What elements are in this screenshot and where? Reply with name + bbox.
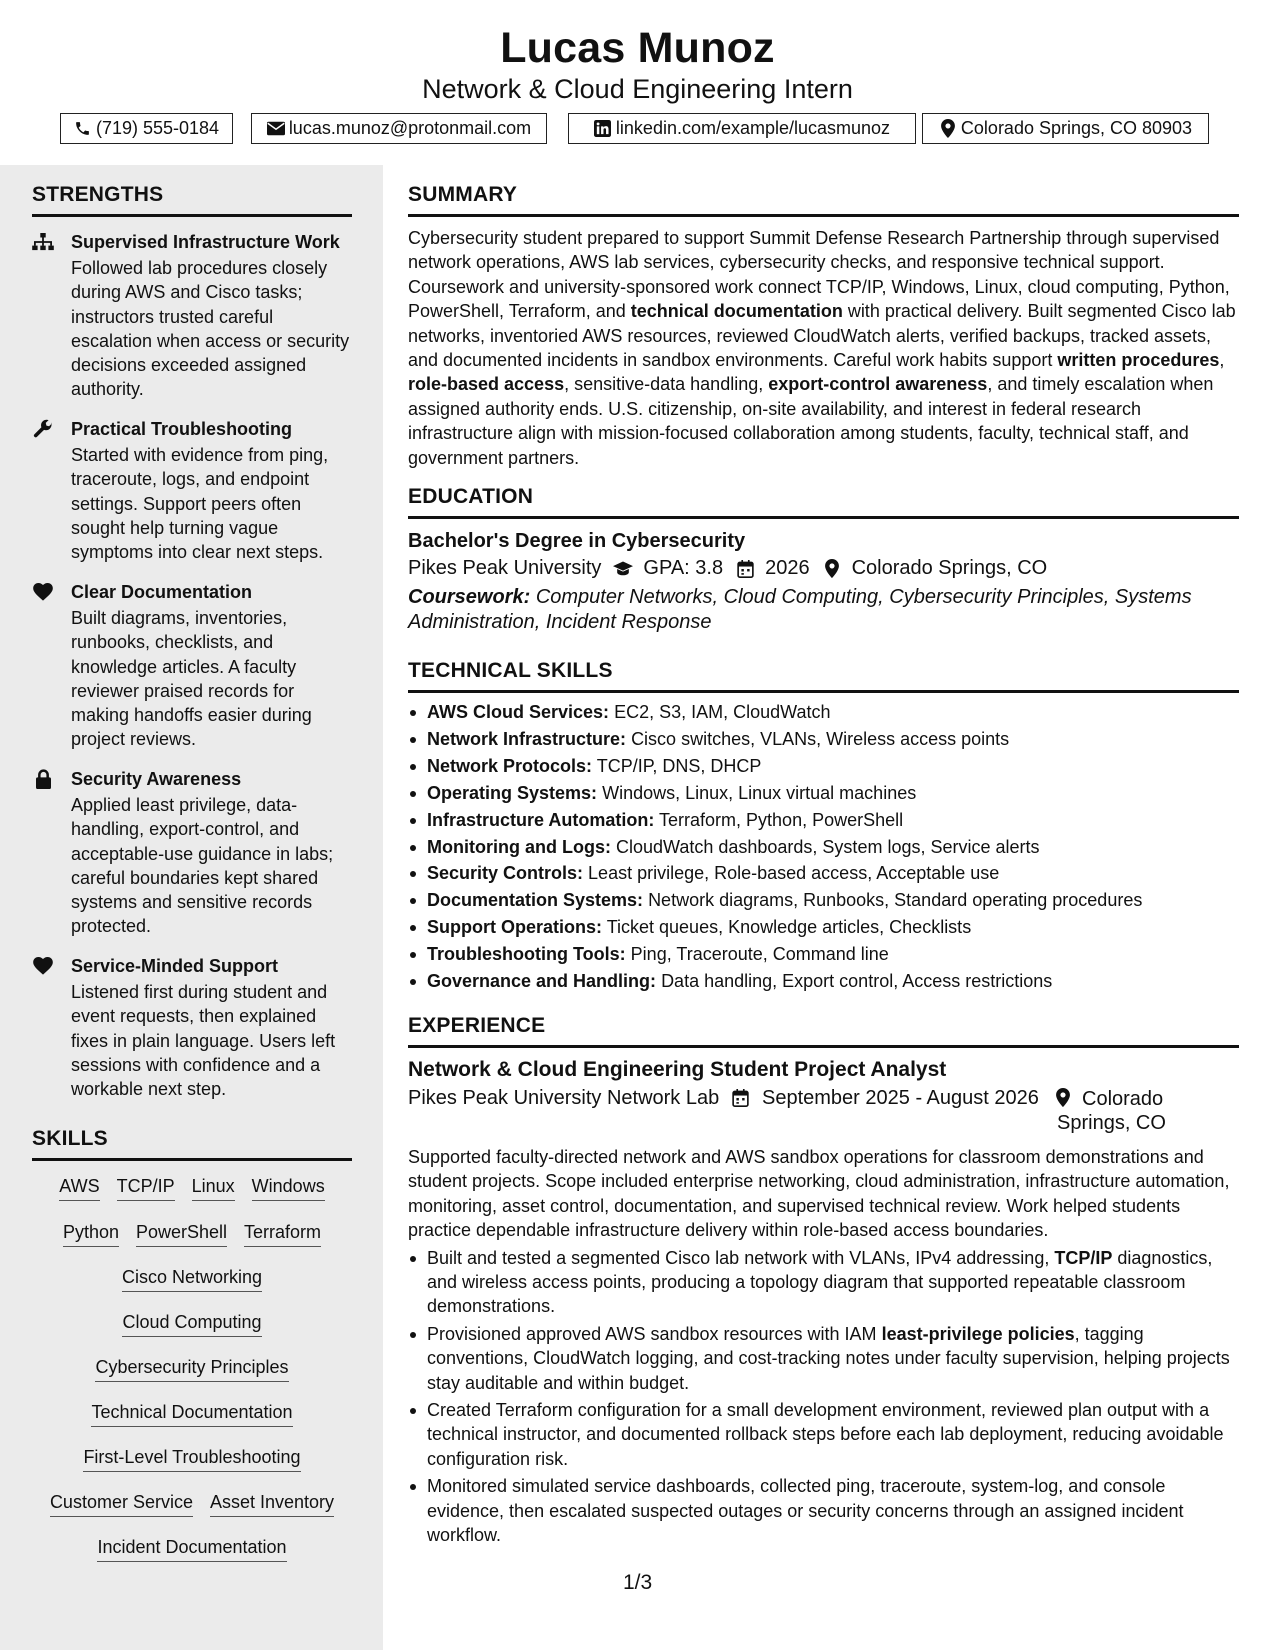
list-item (408, 860, 1239, 887)
phone-icon (74, 120, 92, 138)
skill-values: Cisco switches, VLANs, Wireless access points (631, 728, 1010, 749)
skill-tag-row (32, 1266, 352, 1292)
skill-tag: Terraform (244, 1221, 321, 1247)
skill-tag: Linux (192, 1175, 235, 1201)
skill-category: Infrastructure Automation: (427, 809, 655, 830)
envelope-icon (267, 120, 285, 138)
coursework-list: Computer Networks, Cloud Computing, Cybersecurity Principles, Systems Administration, Incident Response (408, 586, 1192, 633)
summary-text-part: with practical delivery. Built segmented Cisco lab networks, inventoried AWS resources, reviewed CloudWatch alerts, verified backups, tracked assets, and documented incidents in sandbox environments. Careful work habits support (408, 301, 1236, 371)
skill-values: Ping, Traceroute, Command line (630, 944, 889, 965)
list-item (408, 887, 1239, 914)
strength-title: Service-Minded Support (71, 956, 279, 976)
list-item (408, 1398, 1239, 1471)
skill-tag: Cybersecurity Principles (95, 1356, 288, 1382)
skills-heading-block (32, 1127, 352, 1161)
skill-tag: Cisco Networking (122, 1266, 262, 1292)
list-item (408, 1474, 1239, 1547)
skill-tag: Python (63, 1221, 119, 1247)
skill-tag: Incident Documentation (97, 1536, 286, 1562)
list-item (408, 914, 1239, 941)
education-title: EDUCATION (408, 485, 534, 508)
list-item (408, 699, 1239, 726)
list-item (408, 807, 1239, 834)
skill-category: Support Operations: (427, 917, 602, 938)
summary-text-part: Cybersecurity student prepared to support Summit Defense Research Partnership through supervised network operations, AWS lab services, cybersecurity checks, and responsive technical support. Coursework and university-sponsored work connect TCP/IP, Windows, Linux, cloud computing, Python, PowerShell, Terraform, and (408, 228, 1230, 322)
strength-title: Clear Documentation (71, 582, 253, 602)
bullet-text: Created Terraform configuration for a small development environment, reviewed plan output with a technical instructor, and documented rollback steps before each lab deployment, reducing avoidable configuration risk. (427, 1400, 1224, 1469)
summary-text (408, 226, 1239, 470)
map-marker-icon (939, 120, 957, 138)
skill-category: Monitoring and Logs: (427, 836, 611, 857)
page-number: 1/3 (623, 1571, 653, 1594)
school-location: Colorado Springs, CO (851, 557, 1048, 579)
skill-category: AWS Cloud Services: (427, 702, 610, 722)
strengths-title: STRENGTHS (32, 183, 164, 206)
strengths-heading-block (32, 183, 352, 217)
degree-title: Bachelor's Degree in Cybersecurity (408, 530, 746, 552)
skill-tag-row (32, 1175, 352, 1201)
strength-description: Built diagrams, inventories, runbooks, checklists, and knowledge articles. A faculty reviewer praised records for making handoffs easier during project reviews. (71, 608, 312, 750)
coursework (408, 585, 1239, 634)
education-meta (408, 557, 1239, 580)
skill-values: CloudWatch dashboards, System logs, Service alerts (615, 836, 1040, 857)
education-section (408, 485, 1239, 634)
bullet-text: , tagging conventions, CloudWatch logging, and cost-tracking notes under faculty supervision, helping projects stay auditable and within budget. (427, 1323, 1230, 1393)
list-item (408, 941, 1239, 968)
bullet-text: Monitored simulated service dashboards, collected ping, traceroute, system-log, and console evidence, then escalated suspected outages or security concerns through an assigned incident workflow. (427, 1476, 1184, 1546)
job-title: Network & Cloud Engineering Student Project Analyst (408, 1058, 947, 1081)
heart-icon (32, 956, 54, 976)
strength-title: Supervised Infrastructure Work (71, 232, 340, 252)
technical-skills-title: TECHNICAL SKILLS (408, 659, 613, 682)
summary-rule (408, 214, 1239, 217)
list-item (408, 726, 1239, 753)
graduation-year: 2026 (765, 557, 810, 579)
strength-description: Started with evidence from ping, traceroute, logs, and endpoint settings. Support peers often sought help turning vague symptoms into clear next steps. (71, 445, 329, 563)
list-item (408, 968, 1239, 995)
graduation-cap-icon (613, 559, 633, 579)
strength-description: Followed lab procedures closely during AWS and Cisco tasks; instructors trusted careful escalation when access or security decisions exceeded assigned authority. (71, 258, 350, 400)
gpa: GPA: 3.8 (643, 557, 724, 579)
map-marker-icon (822, 559, 842, 579)
strength-description: Listened first during student and event requests, then explained fixes in plain language. Users left sessions with confidence and a workable next step. (71, 982, 336, 1100)
wrench-icon (32, 419, 54, 439)
skill-category: Governance and Handling: (427, 971, 657, 992)
skill-values: Least privilege, Role-based access, Acceptable use (588, 863, 1000, 884)
technical-skills-rule (408, 690, 1239, 693)
technical-skills-section (408, 659, 1239, 995)
skill-values: EC2, S3, IAM, CloudWatch (614, 702, 831, 722)
skill-category: Troubleshooting Tools: (427, 944, 626, 965)
skill-category: Network Protocols: (427, 755, 593, 776)
candidate-title: Network & Cloud Engineering Intern (422, 74, 853, 104)
linkedin-text: linkedin.com/example/lucasmunoz (615, 118, 891, 138)
list-item (408, 1246, 1239, 1319)
bullet-text: Built and tested a segmented Cisco lab network with VLANs, IPv4 addressing, (427, 1247, 1055, 1268)
contact-row (60, 113, 1210, 145)
resume-header (0, 22, 1275, 106)
skill-tag-row (32, 1491, 352, 1517)
experience-title: EXPERIENCE (408, 1014, 546, 1037)
calendar-icon (732, 1089, 749, 1113)
bullet-text: Provisioned approved AWS sandbox resources with IAM (427, 1323, 882, 1344)
skill-values: Network diagrams, Runbooks, Standard operating procedures (648, 890, 1143, 911)
strengths-rule (32, 214, 352, 217)
summary-emphasis: export-control awareness (768, 374, 988, 395)
education-rule (408, 516, 1239, 519)
linkedin-icon (594, 120, 612, 138)
school-name: Pikes Peak University (408, 557, 602, 579)
list-item (408, 1322, 1239, 1395)
sitemap-icon (32, 232, 54, 252)
experience-rule (408, 1045, 1239, 1048)
experience-section (408, 1014, 1239, 1551)
job-location-line2: Springs, CO (1057, 1112, 1166, 1134)
summary-text-part: , (1219, 350, 1225, 371)
skill-tag: Technical Documentation (91, 1401, 292, 1427)
skill-values: Data handling, Export control, Access restrictions (661, 971, 1053, 992)
contact-location (922, 113, 1209, 144)
skill-category: Network Infrastructure: (427, 728, 627, 749)
list-item (408, 780, 1239, 807)
job-description: Supported faculty-directed network and AWS sandbox operations for classroom demonstrations and student projects. Scope included enterprise networking, cloud administration, infrastructure automation, monitoring, asset control, documentation, and supervised technical review. Work helped students practice dependable infrastructure delivery within role-based access boundaries. (408, 1147, 1230, 1241)
skill-tag-row (32, 1536, 352, 1562)
strength-title: Practical Troubleshooting (71, 419, 293, 439)
list-item (408, 753, 1239, 780)
map-marker-icon (1056, 1088, 1070, 1113)
summary-emphasis: technical documentation (630, 301, 843, 322)
contact-email[interactable] (251, 113, 547, 144)
skill-tag: PowerShell (136, 1221, 227, 1247)
calendar-icon (735, 559, 755, 579)
contact-linkedin[interactable] (568, 113, 916, 144)
skill-tag-row (32, 1446, 352, 1472)
technical-skills-list (408, 699, 1239, 995)
skills-title: SKILLS (32, 1127, 108, 1150)
skill-values: TCP/IP, DNS, DHCP (596, 755, 762, 776)
candidate-name: Lucas Munoz (500, 24, 775, 72)
skill-tag: Cloud Computing (122, 1311, 261, 1337)
heart-icon (32, 582, 54, 602)
skill-tag-row (32, 1356, 352, 1382)
job-meta (408, 1087, 1239, 1138)
skill-tag-row (32, 1401, 352, 1427)
skill-category: Security Controls: (427, 863, 584, 884)
job-bullets (408, 1246, 1239, 1548)
skill-tag: Customer Service (50, 1491, 193, 1517)
job-location-line1: Colorado (1082, 1088, 1164, 1110)
skill-values: Windows, Linux, Linux virtual machines (602, 782, 917, 803)
strength-title: Security Awareness (71, 769, 242, 789)
bullet-text: diagnostics, and wireless access points, producing a topology diagram that supported repeatable classroom demonstrations. (427, 1247, 1213, 1317)
skill-tag: Windows (252, 1175, 325, 1201)
skill-tag: Asset Inventory (210, 1491, 334, 1517)
coursework-label: Coursework: (408, 586, 531, 608)
phone-text: (719) 555-0184 (95, 118, 220, 138)
job-dates: September 2025 - August 2026 (762, 1087, 1039, 1109)
email-text: lucas.munoz@protonmail.com (288, 118, 532, 138)
location-text: Colorado Springs, CO 80903 (960, 118, 1193, 138)
skill-tag-row (32, 1311, 352, 1337)
summary-section (408, 183, 1239, 470)
contact-phone[interactable] (60, 113, 233, 144)
lock-icon (32, 769, 54, 789)
skill-tag: TCP/IP (117, 1175, 175, 1201)
skill-tag-row (32, 1221, 352, 1247)
summary-emphasis: role-based access (408, 374, 565, 395)
skill-category: Operating Systems: (427, 782, 598, 803)
job-organization: Pikes Peak University Network Lab (408, 1087, 720, 1109)
summary-text-part: , and timely escalation when assigned authority ends. U.S. citizenship, on-site availability, and interest in federal research infrastructure align with mission-focused collaboration among students, faculty, technical staff, and government partners. (408, 374, 1214, 468)
skill-category: Documentation Systems: (427, 890, 644, 911)
skill-tag: First-Level Troubleshooting (83, 1446, 300, 1472)
skill-values: Ticket queues, Knowledge articles, Checklists (606, 917, 972, 938)
bullet-emphasis: TCP/IP (1054, 1247, 1113, 1268)
list-item (408, 834, 1239, 861)
summary-emphasis: written procedures (1057, 350, 1220, 371)
skills-rule (32, 1158, 352, 1161)
summary-title: SUMMARY (408, 183, 518, 206)
skill-values: Terraform, Python, PowerShell (659, 809, 904, 830)
skill-tag: AWS (59, 1175, 99, 1201)
summary-text-part: , sensitive-data handling, (564, 374, 769, 395)
strength-description: Applied least privilege, data-handling, export-control, and acceptable-use guidance in labs; careful boundaries kept shared systems and sensitive records protected. (71, 795, 334, 937)
bullet-emphasis: least-privilege policies (881, 1323, 1075, 1344)
